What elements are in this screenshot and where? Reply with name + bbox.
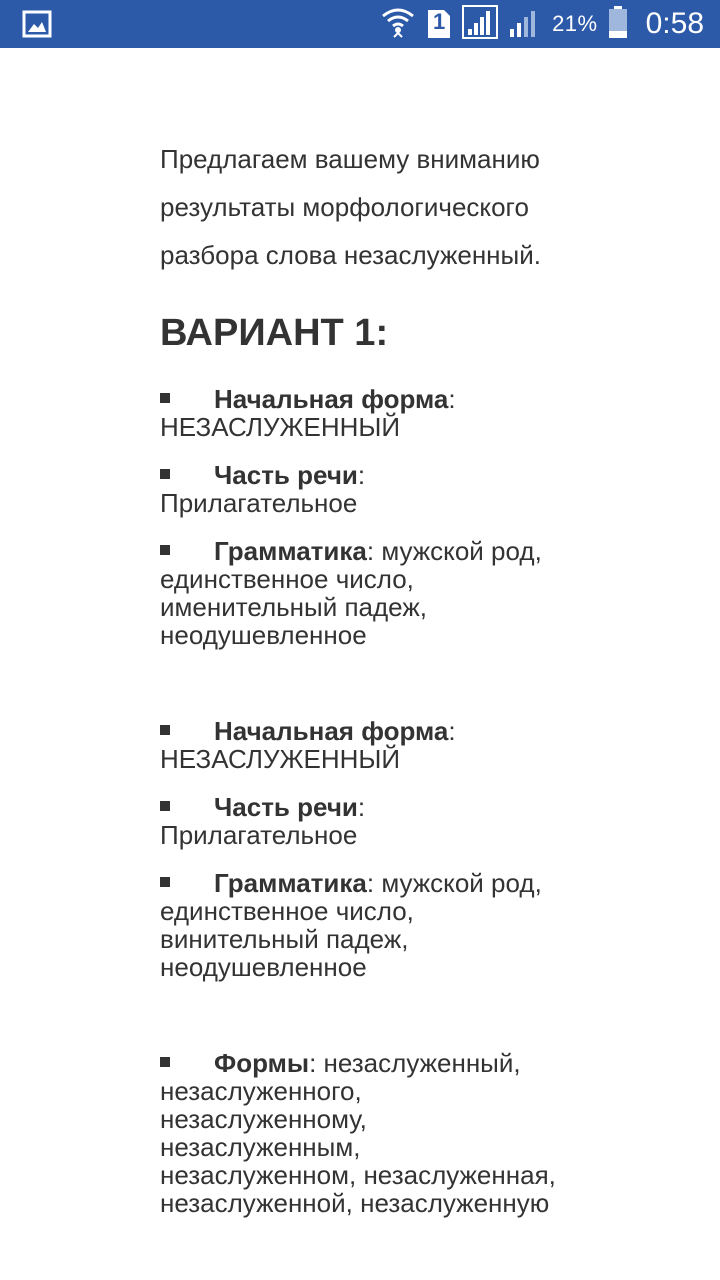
gallery-icon	[22, 10, 52, 38]
bullet-icon	[160, 877, 170, 887]
item-label: Грамматика	[214, 868, 367, 898]
item-label: Часть речи	[214, 792, 358, 822]
signal-weak-icon	[508, 5, 542, 44]
variant-heading: ВАРИАНТ 1:	[160, 312, 389, 354]
list-item: Часть речи: Прилагательное	[160, 460, 366, 518]
item-value: незаслуженный, незаслуженного, незаслуженному, незаслуженным, незаслуженном, незаслуженная, незаслуженной, незаслуженную	[160, 1048, 556, 1218]
list-item: Грамматика: мужской род, единственное число, именительный падеж, неодушевленное	[160, 536, 542, 650]
list-item: Часть речи: Прилагательное	[160, 792, 366, 850]
item-label: Часть речи	[214, 460, 358, 490]
item-value: мужской род, единственное число, именительный падеж, неодушевленное	[160, 536, 542, 650]
list-item: Начальная форма: НЕЗАСЛУЖЕННЫЙ	[160, 716, 456, 774]
list-item: Формы: незаслуженный, незаслуженного, незаслуженному, незаслуженным, незаслуженном, незаслуженная, незаслуженной, незаслуженную	[160, 1048, 556, 1218]
list-item: Начальная форма: НЕЗАСЛУЖЕННЫЙ	[160, 384, 456, 442]
group-2	[160, 717, 560, 981]
battery-percent: 21%	[552, 11, 598, 36]
signal-icon	[462, 5, 498, 44]
item-value: НЕЗАСЛУЖЕННЫЙ	[160, 744, 401, 774]
bullet-icon	[160, 469, 170, 479]
item-label: Начальная форма	[214, 384, 449, 414]
bullet-icon	[160, 725, 170, 735]
group-1	[160, 385, 560, 649]
bullet-icon	[160, 545, 170, 555]
list-item: Грамматика: мужской род, единственное число, винительный падеж, неодушевленное	[160, 868, 542, 982]
sim-number: 1	[432, 9, 446, 34]
bullet-icon	[160, 1057, 170, 1067]
item-value: Прилагательное	[160, 820, 358, 850]
item-label: Начальная форма	[214, 716, 449, 746]
bullet-icon	[160, 393, 170, 403]
item-value: НЕЗАСЛУЖЕННЫЙ	[160, 412, 401, 442]
bullet-icon	[160, 801, 170, 811]
item-value: мужской род, единственное число, винительный падеж, неодушевленное	[160, 868, 542, 982]
sim-1-icon	[426, 8, 452, 40]
battery-icon	[608, 5, 628, 44]
intro-text: Предлагаем вашему вниманию результаты морфологического разбора слова незаслуженный.	[160, 144, 541, 270]
group-3	[160, 1049, 560, 1217]
clock: 0:58	[645, 7, 704, 40]
status-bar	[0, 0, 720, 48]
item-label: Формы	[214, 1048, 310, 1078]
item-value: Прилагательное	[160, 488, 358, 518]
article	[160, 135, 560, 1237]
wifi-icon	[380, 4, 416, 45]
item-label: Грамматика	[214, 536, 367, 566]
